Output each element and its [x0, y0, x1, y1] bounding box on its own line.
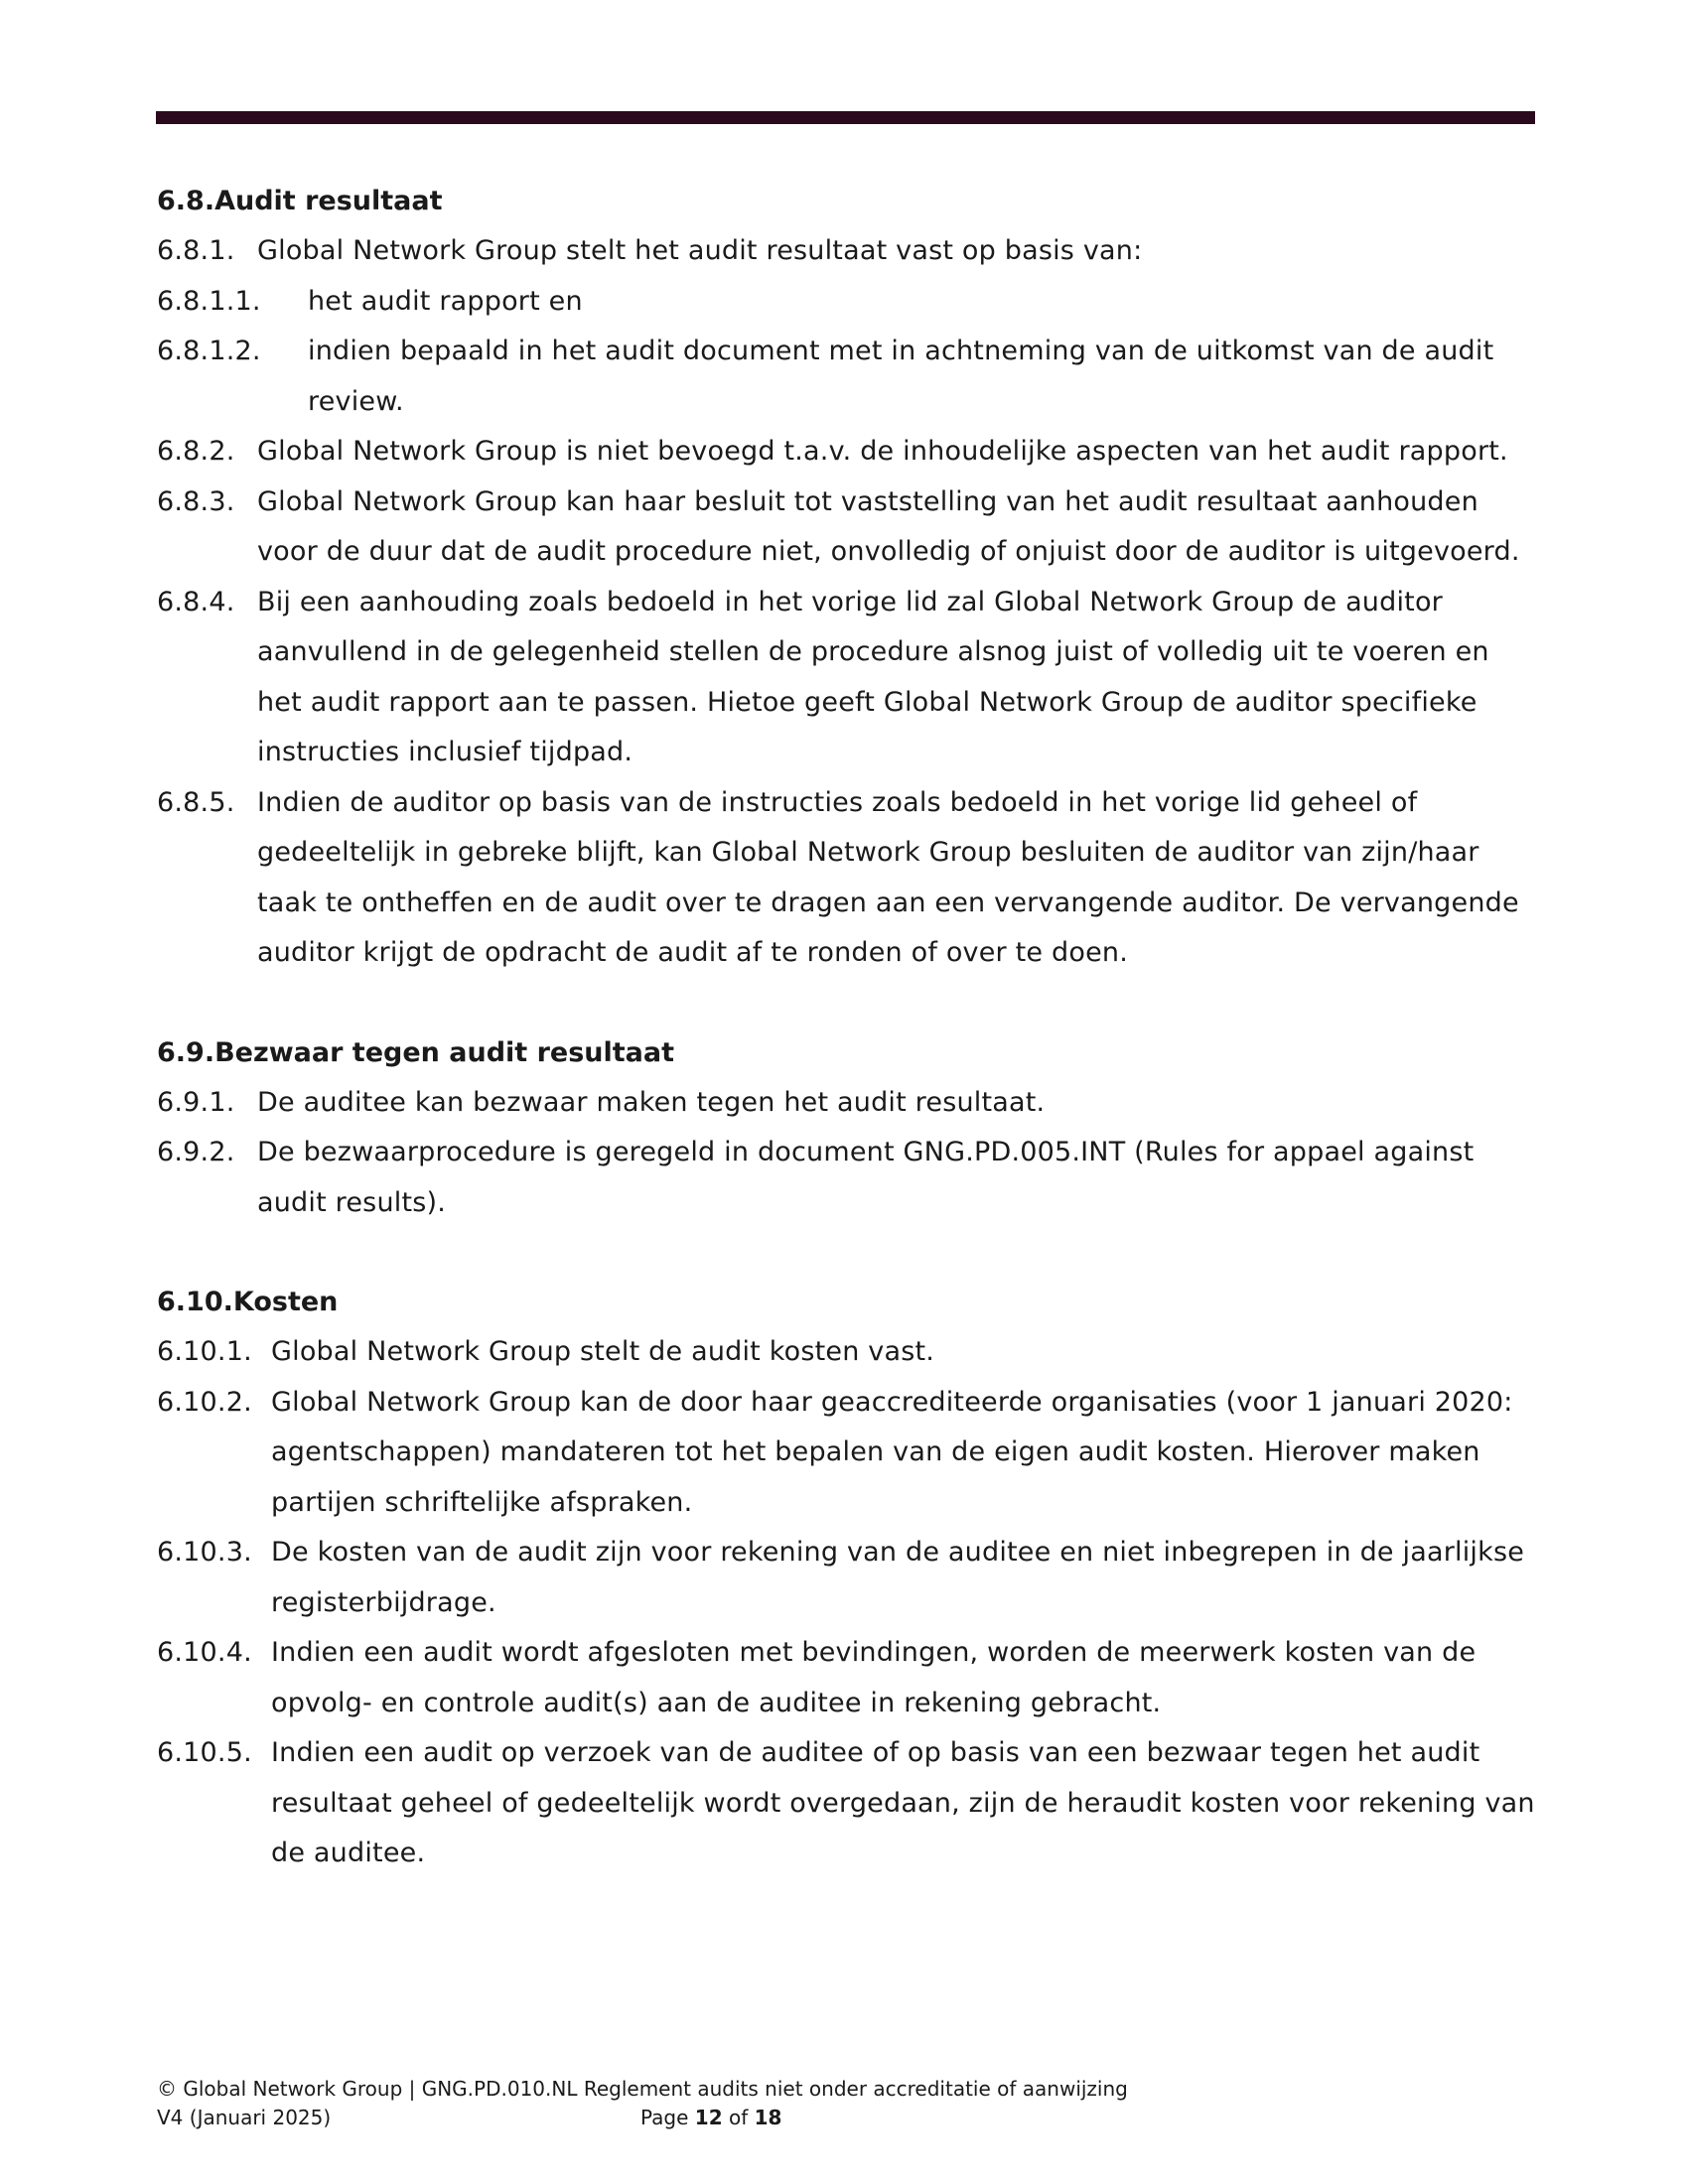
item-text: Global Network Group stelt het audit resultaat vast op basis van: — [257, 235, 1143, 266]
item-text: Bij een aanhouding zoals bedoeld in het vorige lid zal Global Network Group de auditor aanvullend in de gelegenheid stellen de procedure alsnog juist of volledig uit te voeren en het audit rapport aan te passen. Hietoe geeft Global Network Group de auditor specifieke instructies inclusief tijdpad. — [257, 586, 1489, 767]
list-item — [157, 277, 1537, 328]
item-number: 6.9.2. — [157, 1137, 235, 1167]
section-title: 6.8.Audit resultaat — [157, 186, 443, 216]
item-text: indien bepaald in het audit document met in achtneming van de uitkomst van de audit review. — [308, 336, 1494, 417]
item-number: 6.10.5. — [157, 1737, 252, 1768]
list-item — [157, 1528, 1537, 1628]
item-number: 6.10.3. — [157, 1537, 252, 1568]
item-number: 6.8.1.1. — [157, 285, 261, 317]
item-text: De auditee kan bezwaar maken tegen het audit resultaat. — [257, 1086, 1046, 1118]
item-text: Global Network Group stelt de audit kosten vast. — [271, 1336, 935, 1367]
item-text: De bezwaarprocedure is geregeld in document GNG.PD.005.INT (Rules for appael against audit results). — [257, 1137, 1475, 1218]
page-indicator — [640, 2104, 781, 2132]
item-number: 6.8.5. — [157, 786, 235, 818]
item-text: De kosten van de audit zijn voor rekening van de auditee en niet inbegrepen in de jaarlijkse registerbijdrage. — [271, 1537, 1525, 1618]
item-number: 6.8.1.2. — [157, 336, 261, 366]
item-number: 6.8.1. — [157, 235, 235, 266]
list-item — [157, 1728, 1537, 1879]
item-text: Indien de auditor op basis van de instructies zoals bedoeld in het vorige lid geheel of gedeeltelijk in gebreke blijft, kan Global Network Group besluiten de auditor van zijn/haar taak te ontheffen en de audit over te dragen aan een vervangende auditor. De vervangende auditor krijgt de opdracht de audit af te ronden of over te doen. — [257, 786, 1519, 968]
item-number: 6.8.4. — [157, 586, 235, 617]
item-text: Indien een audit wordt afgesloten met bevindingen, worden de meerwerk kosten van de opvolg- en controle audit(s) aan de auditee in rekening gebracht. — [271, 1637, 1477, 1718]
page-of: of — [728, 2106, 749, 2129]
document-body — [157, 177, 1537, 1879]
item-text: het audit rapport en — [308, 285, 583, 317]
page-footer — [157, 2075, 1128, 2132]
section-audit-resultaat — [157, 177, 1537, 979]
list-item — [157, 327, 1537, 427]
list-item — [157, 578, 1537, 778]
list-item — [157, 1078, 1537, 1129]
section-title: 6.10.Kosten — [157, 1287, 339, 1317]
item-number: 6.10.4. — [157, 1637, 252, 1668]
list-item — [157, 1378, 1537, 1529]
item-text: Global Network Group kan de door haar geaccrediteerde organisaties (voor 1 januari 2020: agentschappen) mandateren tot het bepalen van de eigen audit kosten. Hierover maken partijen schriftelijke afspraken. — [271, 1386, 1513, 1518]
list-item — [157, 1128, 1537, 1228]
list-item — [157, 1327, 1537, 1378]
item-text: Global Network Group kan haar besluit tot vaststelling van het audit resultaat aanhouden voor de duur dat de audit procedure niet, onvolledig of onjuist door de auditor is uitgevoerd. — [257, 485, 1520, 567]
section-bezwaar — [157, 1028, 1537, 1229]
section-title: 6.9.Bezwaar tegen audit resultaat — [157, 1036, 675, 1068]
item-number: 6.8.3. — [157, 485, 235, 517]
item-number: 6.8.2. — [157, 436, 235, 467]
page-word: Page — [640, 2106, 689, 2129]
list-item — [157, 1628, 1537, 1728]
page-current: 12 — [694, 2106, 723, 2129]
item-text: Global Network Group is niet bevoegd t.a.v. de inhoudelijke aspecten van het audit rapport. — [257, 436, 1508, 467]
list-item — [157, 226, 1537, 277]
item-number: 6.10.2. — [157, 1386, 252, 1418]
page-total: 18 — [754, 2106, 782, 2129]
footer-version: V4 (Januari 2025) — [157, 2106, 332, 2129]
item-number: 6.9.1. — [157, 1086, 235, 1118]
section-kosten — [157, 1278, 1537, 1879]
footer-copyright: © Global Network Group | GNG.PD.010.NL Reglement audits niet onder accreditatie of aanwijzing — [157, 2077, 1128, 2101]
item-text: Indien een audit op verzoek van de auditee of op basis van een bezwaar tegen het audit resultaat geheel of gedeeltelijk wordt overgedaan, zijn de heraudit kosten voor rekening van de auditee. — [271, 1737, 1535, 1868]
list-item — [157, 478, 1537, 578]
list-item — [157, 778, 1537, 979]
header-rule — [156, 111, 1535, 124]
list-item — [157, 427, 1537, 478]
footer-line2 — [157, 2104, 1128, 2132]
item-number: 6.10.1. — [157, 1336, 252, 1367]
